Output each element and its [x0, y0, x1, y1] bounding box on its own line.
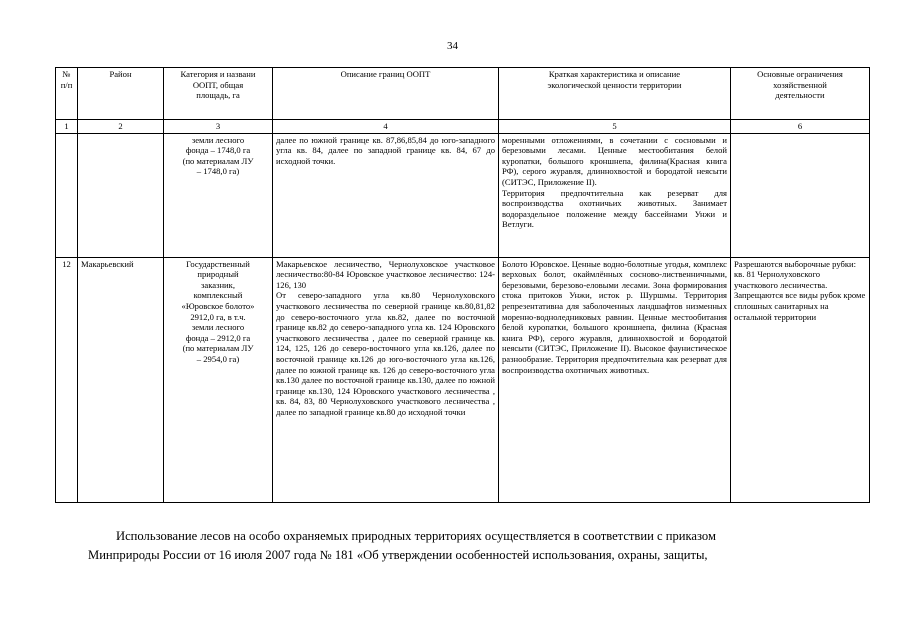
row-number	[56, 133, 78, 257]
row-number: 12	[56, 257, 78, 502]
row-characteristic: Болото Юровское. Ценные водно-болотные угодья, комплекс верховых болот, окаймлённых сосново-лиственничными, березовыми, березово-еловыми лесами. Зона формирования стока притоков Унжи, исток р. Шуршмы. Территория репрезентативна для заболоченных ландшафтов низменных моренно-водноледниковых равнин. Ценные местообитания белой куропатки, большого кроншнепа, филина (Красная книга РФ), серого журавля, длиннохвостой и бородатой неясыти (СИТЭС, Приложение II). Высокое фаунистическое разнообразие. Территория предпочтительна как резерват для воспроизводства охотничьих животных.	[499, 257, 731, 502]
row-boundaries: Макарьевское лесничество, Чернолуховское участковое лесничество:80-84 Юровское участковое лесничество: 124-126, 130 От северо-западного угла кв.80 Чернолуховского участкового лесничества по северной границе кв.80,81,82 до северо-восточного угла кв.82, далее по восточной границе кв.82 до северо-западного угла кв. 124 Юровского участкового лесничества , далее по северной границе кв. 124, 125, 126 до северо-восточного угла кв.126, далее по восточной границе кв.126 до юго-восточного угла кв.126, далее по южной границе кв. 126 до северо-восточного угла кв.130 далее по восточной границе кв.130, далее по южной границе кв.130, 124 Юровского участкового лесничества , кв. 84, 83, 80 Чернолуховского участкового лесничества , далее по западной границе кв.80 до исходной точки	[273, 257, 499, 502]
row-category: земли лесного фонда – 1748,0 га (по материалам ЛУ – 1748,0 га)	[164, 133, 273, 257]
table-header-row	[56, 68, 870, 120]
table-row	[56, 257, 870, 502]
header-characteristic: Краткая характеристика и описание экологической ценности территории	[499, 68, 731, 120]
header-number: № п/п	[56, 68, 78, 120]
header-restrictions: Основные ограничения хозяйственной деятельности	[731, 68, 870, 120]
page-number: 34	[447, 40, 458, 52]
protected-areas-table	[55, 67, 870, 503]
row-restrictions: Разрешаются выборочные рубки: кв. 81 Чернолуховского участкового лесничества. Запрещаются все виды рубок кроме сплошных санитарных на остальной территории	[731, 257, 870, 502]
column-number: 5	[499, 120, 731, 134]
column-number: 3	[164, 120, 273, 134]
row-district: Макарьевский	[78, 257, 164, 502]
row-district	[78, 133, 164, 257]
row-boundaries: далее по южной границе кв. 87,86,85,84 до юго-западного угла кв. 84, далее по западной границе кв. 84, 67 до исходной точки.	[273, 133, 499, 257]
header-category: Категория и названи ООПТ, общая площадь, га	[164, 68, 273, 120]
column-number-row	[56, 120, 870, 134]
row-category: Государственный природный заказник, комплексный «Юровское болото» 2912,0 га, в т.ч. земли лесного фонда – 2912,0 га (по материалам ЛУ – 2954,0 га)	[164, 257, 273, 502]
column-number: 2	[78, 120, 164, 134]
column-number: 1	[56, 120, 78, 134]
footer-paragraph	[88, 527, 848, 565]
row-restrictions	[731, 133, 870, 257]
header-district: Район	[78, 68, 164, 120]
footer-line-1: Использование лесов на особо охраняемых природных территориях осуществляется в соответствии с приказом	[116, 529, 716, 543]
table-row	[56, 133, 870, 257]
row-characteristic: моренными отложениями, в сочетании с сосновыми и березовыми лесами. Ценные местообитания белой куропатки, большого кроншнепа, филина(Красная книга РФ), серого журавля, длиннохвостой и бородатой неясыти (СИТЭС, Приложение II). Территория предпочтительна как резерват для воспроизводства охотничьих животных. Занимает водораздельное положение между бассейнами Унжи и Ветлуги.	[499, 133, 731, 257]
header-boundaries: Описание границ ООПТ	[273, 68, 499, 120]
column-number: 4	[273, 120, 499, 134]
column-number: 6	[731, 120, 870, 134]
footer-line-2: Минприроды России от 16 июля 2007 года № 181 «Об утверждении особенностей использования, охраны, защиты,	[88, 548, 708, 562]
